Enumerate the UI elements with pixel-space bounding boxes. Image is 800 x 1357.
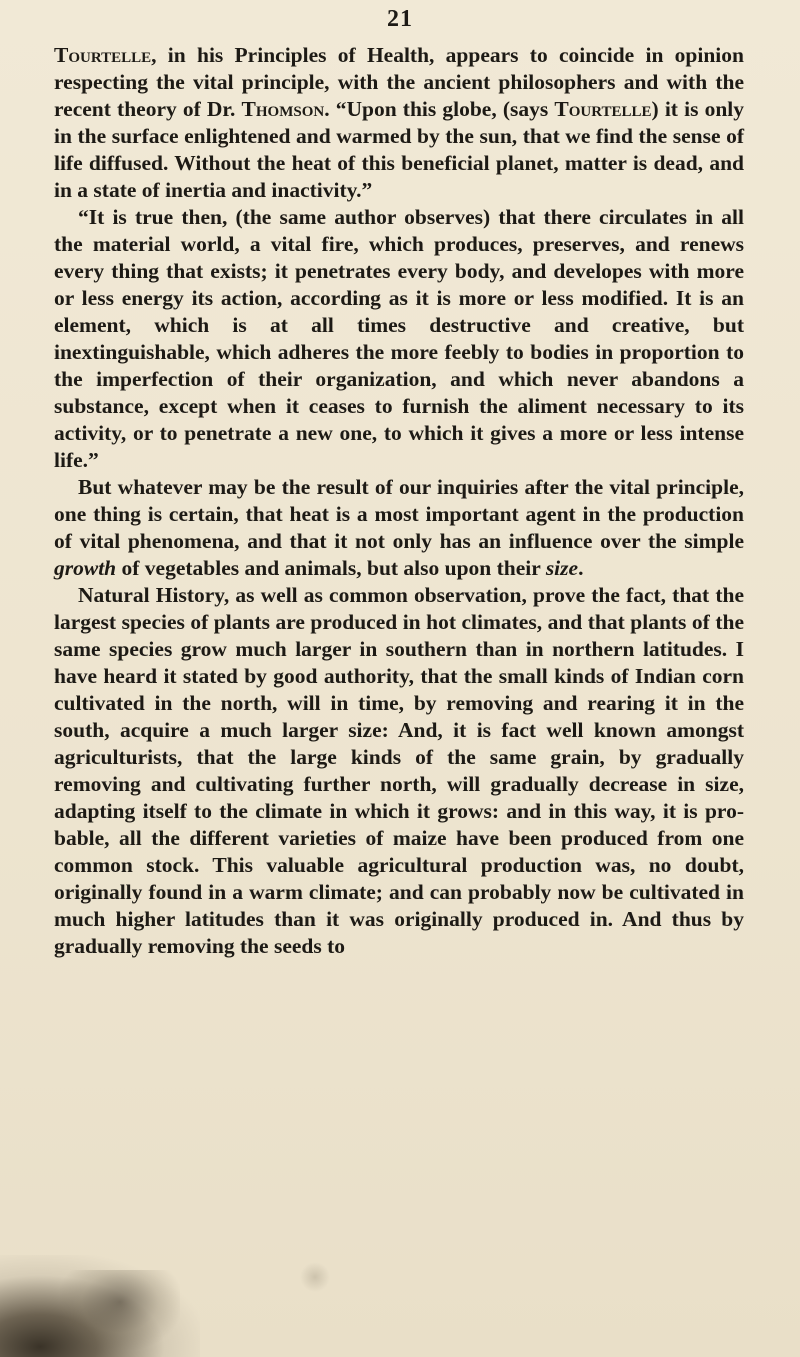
author-name: Tourtelle <box>54 43 152 67</box>
paragraph-1-text: . “Upon this globe, (says <box>324 97 555 121</box>
paragraph-3-text: of vegetables and animals, but also upon their <box>116 556 546 580</box>
paragraph-1-text: , in his Principles of Health, appears to coincide in opinion respecting the vital principle, with the ancient philosophers and with the recent theory of Dr. <box>54 43 744 121</box>
body-text <box>54 42 744 960</box>
paragraph-4: Natural History, as well as common observation, prove the fact, that the largest species of plants are produced in hot climates, and that plants of the same species grow much larger in southern than in northern latitudes. I have heard it stated by good authority, that the small kinds of Indian corn cultivated in the north, will in time, by removing and rearing it in the south, acquire a much larger size: And, it is fact well known amongst agriculturists, that the large kinds of the same grain, by gradually removing and cultivating further north, will gradually decrease in size, adapting itself to the climate in which it grows: and in this way, it is probable, all the different varieties of maize have been produced from one common stock. This valuable agricultural production was, no doubt, originally found in a warm climate; and can probably now be cultivated in much higher latitudes than it was originally produced in. And thus by gradually removing the seeds to <box>54 583 744 958</box>
paragraph-3 <box>54 474 744 582</box>
page-speck <box>300 1262 330 1292</box>
emphasis: size <box>545 556 579 580</box>
page-number: 21 <box>387 6 413 32</box>
author-name: Thomson <box>241 97 325 121</box>
author-name: Tourtelle <box>554 97 652 121</box>
emphasis: growth <box>54 556 117 580</box>
paragraph-3-text: But whatever may be the result of our inquiries after the vital principle, one thing is certain, that heat is a most important agent in the production of vital phenomena, and that it not only has an influence over the simple <box>54 475 744 553</box>
paragraph-3-text: . <box>578 556 584 580</box>
paragraph-1 <box>54 42 744 204</box>
page-stain <box>60 1270 180 1350</box>
paragraph-1-text: ) it is only in the surface enlightened and warmed by the sun, that we find the sense of life diffused. Without the heat of this beneficial planet, matter is dead, and in a state of inertia and inactivity.” <box>54 97 745 202</box>
paragraph-2: “It is true then, (the same author observes) that there circulates in all the material world, a vital fire, which produces, preserves, and renews every thing that exists; it penetrates every body, and developes with more or less energy its action, according as it is more or less modified. It is an element, which is at all times destructive and creative, but inextinguishable, which adheres the more feebly to bodies in proportion to the imperfection of their organization, and which never abandons a substance, except when it ceases to furnish the aliment necessary to its activity, or to penetrate a new one, to which it gives a more or less intense life.” <box>54 205 744 472</box>
